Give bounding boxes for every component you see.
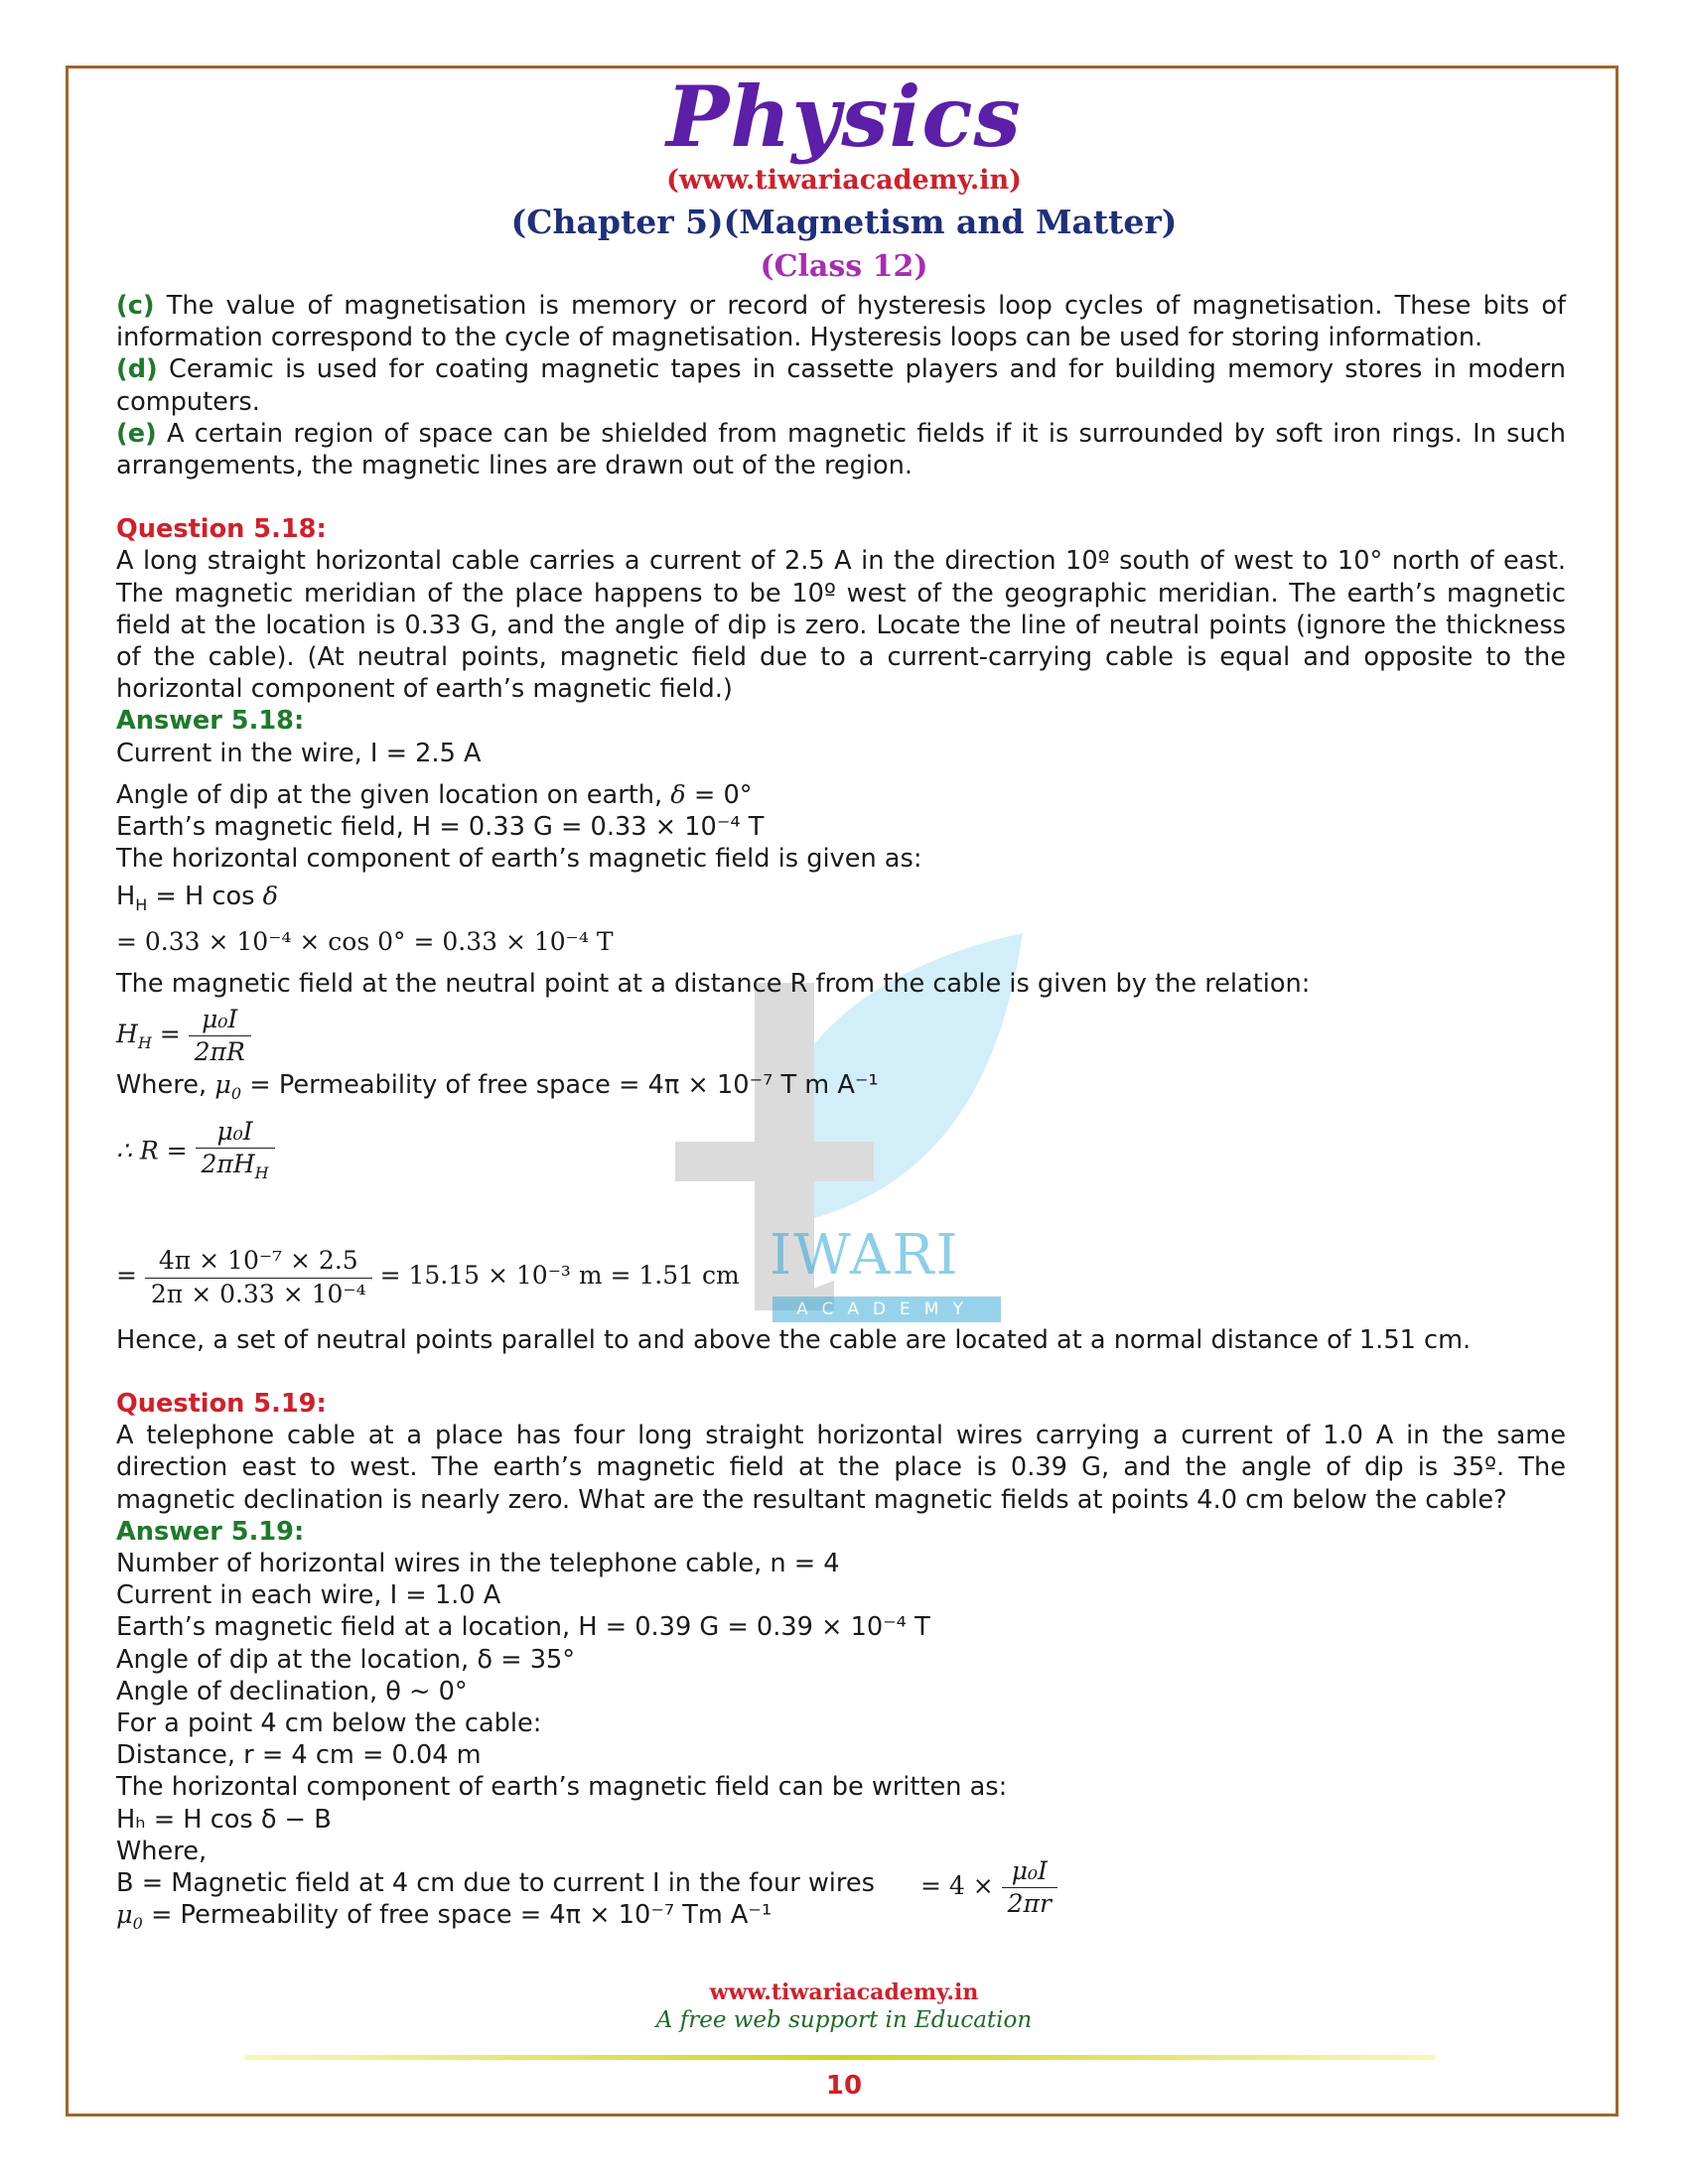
answer-19-b-line: B = Magnetic field at 4 cm due to current I in the four wires = 4 × $\frac{\text{μ₀I}}{2\pi r}$ [116, 1867, 1566, 1899]
answer-18-line: Where, $\mu_0$ = Permeability of free space = 4π × 10⁻⁷ T m A⁻¹ [116, 1069, 879, 1103]
answer-18-line: Earth’s magnetic field, H = 0.33 G = 0.33 × 10⁻⁴ T [116, 812, 765, 843]
footer-divider [244, 2055, 1436, 2060]
question-19-text: A telephone cable at a place has four long straight horizontal wires carrying a current of 1.0 A in the same direction east to west. The earth’s magnetic field at the place is 0.39 G, and the angle of dip is 35º. The magnetic declination is nearly zero. What are the resultant magnetic fields at points 4.0 cm below the cable? [116, 1421, 1566, 1515]
equation-r: ∴ R = $\frac{\text{μ₀I}}{2\pi H_H}$ [116, 1116, 1566, 1189]
part-c [116, 290, 1566, 353]
answer-19-mu-line: $\mu_0$ = Permeability of free space = 4π × 10⁻⁷ Tm A⁻¹ [116, 1900, 773, 1934]
answer-18-label: Answer 5.18: [116, 706, 305, 737]
main-content [116, 290, 1566, 1940]
class-heading: (Class 12) [760, 249, 928, 284]
answer-18-line: The magnetic field at the neutral point at a distance R from the cable is given by the relation: [116, 968, 1311, 999]
answer-19-line: Current in each wire, I = 1.0 A [116, 1580, 501, 1611]
answer-19-line: The horizontal component of earth’s magnetic field can be written as: [116, 1772, 1008, 1803]
answer-18-line: Angle of dip at the given location on earth, δ = 0° [116, 779, 753, 810]
part-d [116, 353, 1566, 417]
answer-18-line: $H_H = H$ cos δ [116, 882, 279, 915]
equation-horizontal-component: = 0.33 × 10⁻⁴ × cos 0° = 0.33 × 10⁻⁴ T [116, 926, 614, 956]
part-e [116, 418, 1566, 481]
question-18-text: A long straight horizontal cable carries a current of 2.5 A in the direction 10º south of west to 10° north of east. The magnetic meridian of the place happens to be 10º west of the geographic meridian. The earth’s magnetic field at the location is 0.33 G, and the angle of dip is zero. Locate the line of neutral points (ignore the thickness of the cable). (At neutral points, magnetic field due to a current-carrying cable is equal and opposite to the horizontal component of earth’s magnetic field.) [116, 546, 1566, 705]
answer-19-line: Earth’s magnetic field at a location, H = 0.39 G = 0.39 × 10⁻⁴ T [116, 1612, 930, 1643]
part-c-text: The value of magnetisation is memory or record of hysteresis loop cycles of magnetisation. These bits of information correspond to the cycle of magnetisation. Hysteresis loops can be used for storing information. [116, 291, 1566, 353]
footer-site-link[interactable]: www.tiwariacademy.in [709, 1979, 979, 2005]
part-e-text: A certain region of space can be shielded from magnetic fields if it is surrounded by soft iron rings. In such arrangements, the magnetic lines are drawn out of the region. [116, 418, 1566, 481]
footer-tagline: A free web support in Education [655, 2007, 1033, 2033]
part-e-label: (e) [116, 418, 157, 449]
answer-19-line: Number of horizontal wires in the telephone cable, n = 4 [116, 1548, 840, 1578]
watermark-subtext: ACADEMY [773, 1297, 1001, 1322]
question-19-label: Question 5.19: [116, 1388, 327, 1419]
answer-19-line: Angle of declination, θ ~ 0° [116, 1676, 468, 1706]
answer-19-line: For a point 4 cm below the cable: [116, 1707, 542, 1738]
page-title: Physics [666, 68, 1022, 166]
answer-19-line: Angle of dip at the location, δ = 35° [116, 1644, 576, 1675]
watermark-text: IWARI [770, 1223, 960, 1288]
page-number: 10 [825, 2071, 863, 2101]
chapter-heading: (Chapter 5)(Magnetism and Matter) [510, 203, 1178, 241]
equation-r-value: = $\frac{\text{4π × 10⁻⁷ × 2.5}}{\text{2π × 0.33 × 10⁻⁴}}$ = 15.15 × 10⁻³ m = 1.51 cm [116, 1246, 740, 1308]
answer-19-label: Answer 5.19: [116, 1516, 305, 1547]
equation-field-at-neutral-point: $H_H$ = $\frac{\text{μ₀I}}{2\pi R}$ [116, 1004, 1566, 1068]
part-c-label: (c) [116, 291, 155, 321]
answer-19-line: Distance, r = 4 cm = 0.04 m [116, 1740, 482, 1771]
part-d-label: (d) [116, 354, 158, 385]
question-18-label: Question 5.18: [116, 514, 327, 545]
answer-19-line: Hₕ = H cos δ − B [116, 1804, 332, 1835]
answer-18-conclusion: Hence, a set of neutral points parallel to and above the cable are located at a normal distance of 1.51 cm. [116, 1324, 1472, 1355]
answer-18-line: The horizontal component of earth’s magnetic field is given as: [116, 844, 922, 875]
site-link[interactable]: (www.tiwariacademy.in) [666, 165, 1022, 196]
answer-19-line: Where, [116, 1836, 208, 1866]
part-d-text: Ceramic is used for coating magnetic tapes in cassette players and for building memory stores in modern computers. [116, 354, 1566, 417]
answer-18-line: Current in the wire, I = 2.5 A [116, 738, 482, 768]
